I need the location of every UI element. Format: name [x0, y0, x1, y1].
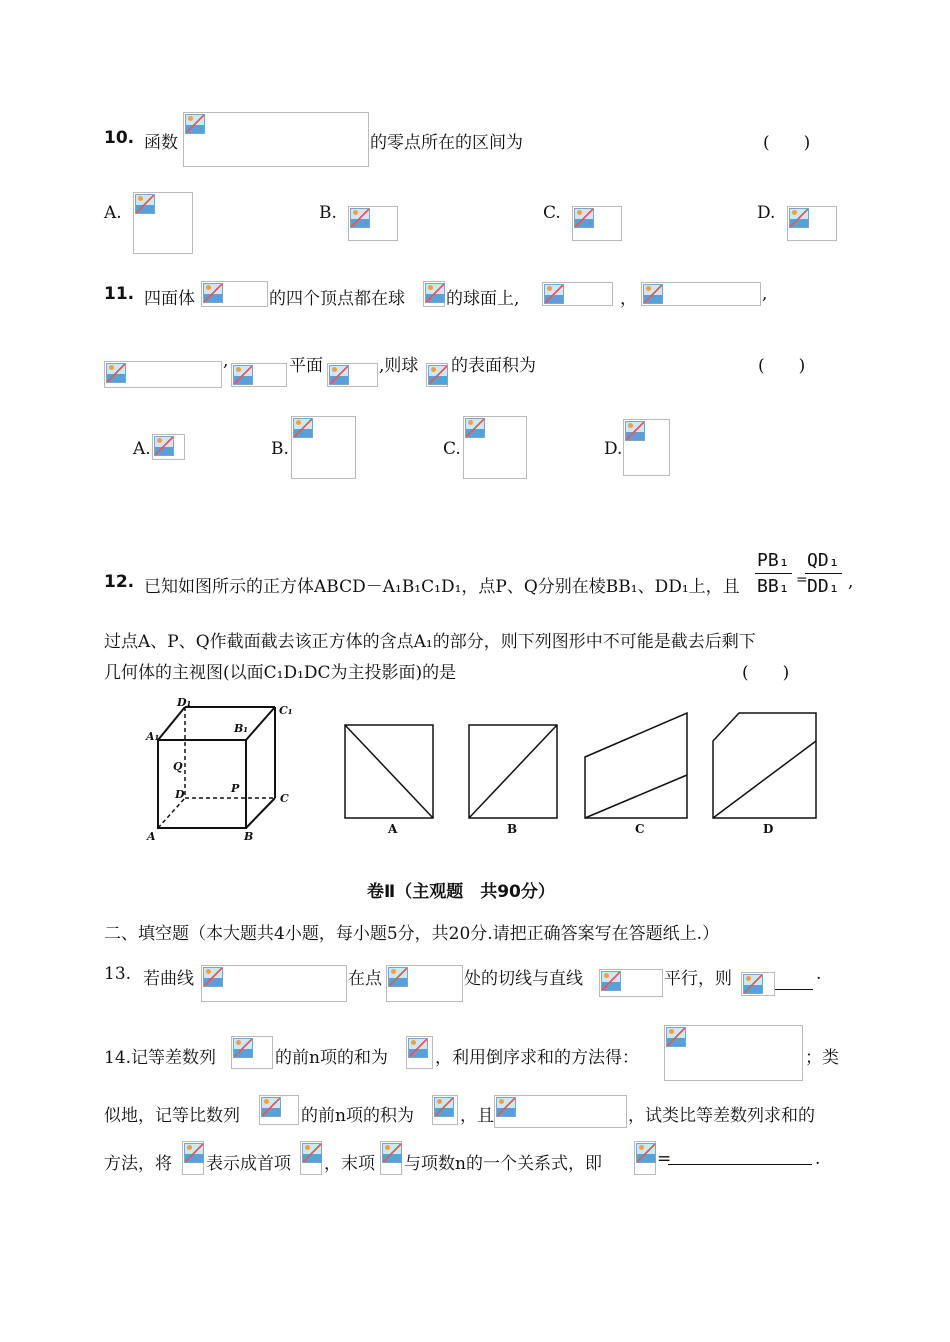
q14-answer-blank: [668, 1164, 812, 1165]
q14-line2-b: 的前n项的积为: [301, 1106, 414, 1126]
q10-number: 10.: [104, 128, 135, 148]
q11-comma-1: ，: [620, 289, 637, 309]
q11-option-a: A.: [133, 439, 151, 459]
formula-image-icon: [634, 1141, 656, 1175]
formula-image-icon: [183, 112, 369, 167]
formula-image-icon: [201, 965, 347, 1002]
q13-text-a: 若曲线: [143, 969, 194, 989]
section-2-title: 卷Ⅱ（主观题 共90分）: [367, 882, 555, 902]
q11-comma-2: ,: [762, 284, 768, 304]
vertex-label-a1: A₁: [146, 730, 160, 743]
vertex-label-a: A: [147, 830, 156, 843]
formula-image-icon: [348, 206, 398, 241]
figure-c-shape: [585, 713, 687, 818]
formula-image-icon: [152, 434, 185, 460]
q14-end: .: [815, 1149, 821, 1169]
formula-image-icon: [494, 1095, 627, 1128]
q14-line2-d: ，试类比等差数列求和的: [628, 1106, 815, 1126]
q13-answer-blank: [775, 989, 813, 990]
vertex-label-d: D: [175, 788, 185, 801]
q13-text-b: 在点: [348, 969, 382, 989]
q11-option-c: C.: [443, 439, 461, 459]
formula-image-icon: [599, 969, 663, 997]
q13-text-c: 处的切线与直线: [464, 969, 583, 989]
option-figures: [330, 705, 830, 825]
q13-text-d: 平行，则: [664, 969, 732, 989]
figure-b-diagonal: [469, 725, 557, 818]
q11-text-d: 平面: [289, 356, 323, 376]
ratio-denominator: DD₁: [807, 576, 840, 597]
figure-d-section-line: [713, 741, 816, 818]
q14-line3-c: ，末项: [324, 1154, 375, 1174]
formula-image-icon: [327, 363, 378, 387]
q14-line1-d: ；类: [805, 1048, 839, 1068]
formula-image-icon: [641, 282, 761, 306]
q10-option-d: D.: [757, 203, 776, 223]
formula-image-icon: [259, 1095, 299, 1125]
figure-label-d: D: [763, 822, 774, 836]
q11-option-d: D.: [604, 439, 623, 459]
vertex-label-p: P: [231, 782, 240, 795]
q14-line1-a: 14.记等差数列: [104, 1048, 217, 1068]
q14-line1-b: 的前n项的和为: [275, 1048, 388, 1068]
formula-image-icon: [182, 1141, 204, 1175]
formula-image-icon: [104, 361, 222, 388]
q14-line3-d: 与项数n的一个关系式，即: [404, 1154, 602, 1174]
q12-line-1: 已知如图所示的正方体ABCD－A₁B₁C₁D₁，点P、Q分别在棱BB₁、DD₁上，且: [144, 577, 740, 597]
cube-diagram: [140, 695, 300, 845]
q13-end: .: [816, 964, 822, 984]
q11-text-a: 四面体: [144, 289, 195, 309]
formula-image-icon: [386, 965, 463, 1002]
formula-image-icon: [423, 281, 445, 307]
vertex-label-c: C: [280, 792, 289, 805]
q10-option-c: C.: [543, 203, 561, 223]
q11-option-b: B.: [271, 439, 289, 459]
figure-c-section-line: [585, 775, 687, 818]
q14-line2-a: 似地，记等比数列: [104, 1106, 240, 1126]
q12-equals: =: [796, 572, 808, 588]
vertex-label-d1: D₁: [177, 696, 192, 709]
q10-text-a: 函数: [144, 133, 178, 153]
ratio-numerator: QD₁: [805, 550, 842, 574]
q11-text-b: 的四个顶点都在球: [269, 289, 405, 309]
formula-image-icon: [572, 206, 622, 241]
q12-answer-paren: ( ): [742, 663, 790, 683]
q10-option-a: A.: [104, 203, 122, 223]
formula-image-icon: [231, 1036, 273, 1069]
formula-image-icon: [291, 416, 356, 479]
formula-image-icon: [201, 281, 268, 307]
figure-label-a: A: [388, 822, 398, 836]
q11-number: 11.: [104, 284, 135, 304]
q10-text-b: 的零点所在的区间为: [370, 133, 523, 153]
formula-image-icon: [623, 419, 670, 476]
formula-image-icon: [300, 1141, 322, 1175]
q11-text-c: 的球面上,: [446, 289, 520, 309]
formula-image-icon: [542, 282, 613, 306]
q14-line2-c: ，且: [460, 1106, 494, 1126]
formula-image-icon: [133, 192, 193, 254]
q12-line-3: 几何体的主视图(以面C₁D₁DC为主投影面)的是: [104, 663, 457, 683]
q11-comma-3: ,: [223, 351, 229, 371]
section-2-intro: 二、填空题（本大题共4小题，每小题5分，共20分.请把正确答案写在答题纸上.）: [104, 924, 720, 944]
vertex-label-q: Q: [173, 760, 183, 773]
q14-line3-a: 方法，将: [104, 1154, 172, 1174]
figure-label-c: C: [635, 822, 645, 836]
q14-line3-b: 表示成首项: [206, 1154, 291, 1174]
q11-text-e: ,则球: [379, 356, 419, 376]
vertex-label-c1: C₁: [279, 704, 293, 717]
q10-option-b: B.: [319, 203, 337, 223]
formula-image-icon: [380, 1141, 402, 1175]
formula-image-icon: [432, 1095, 458, 1125]
q11-answer-paren: ( ): [758, 356, 806, 376]
q13-number: 13.: [104, 964, 132, 984]
formula-image-icon: [231, 363, 287, 387]
q11-text-f: 的表面积为: [451, 356, 536, 376]
formula-image-icon: [787, 206, 837, 241]
figure-d-shape: [713, 713, 816, 818]
ratio-denominator: BB₁: [757, 576, 790, 597]
q12-number: 12.: [104, 572, 135, 592]
formula-image-icon: [741, 972, 775, 996]
figure-label-b: B: [507, 822, 518, 836]
vertex-label-b: B: [244, 830, 254, 843]
formula-image-icon: [406, 1036, 433, 1069]
formula-image-icon: [463, 416, 527, 479]
formula-image-icon: [426, 363, 448, 387]
ratio-numerator: PB₁: [755, 550, 792, 574]
formula-image-icon: [664, 1025, 803, 1081]
figure-a-diagonal: [345, 725, 433, 818]
q12-tail: ,: [848, 572, 854, 592]
ratio-pb1-bb1: [755, 550, 792, 597]
ratio-qd1-dd1: [805, 550, 842, 597]
q12-line-2: 过点A、P、Q作截面截去该正方体的含点A₁的部分，则下列图形中不可能是截去后剩下: [104, 632, 756, 652]
q10-answer-paren: ( ): [763, 133, 811, 153]
q14-equals: =: [657, 1149, 672, 1169]
q14-line1-c: ，利用倒序求和的方法得：: [435, 1048, 639, 1068]
vertex-label-b1: B₁: [234, 722, 249, 735]
